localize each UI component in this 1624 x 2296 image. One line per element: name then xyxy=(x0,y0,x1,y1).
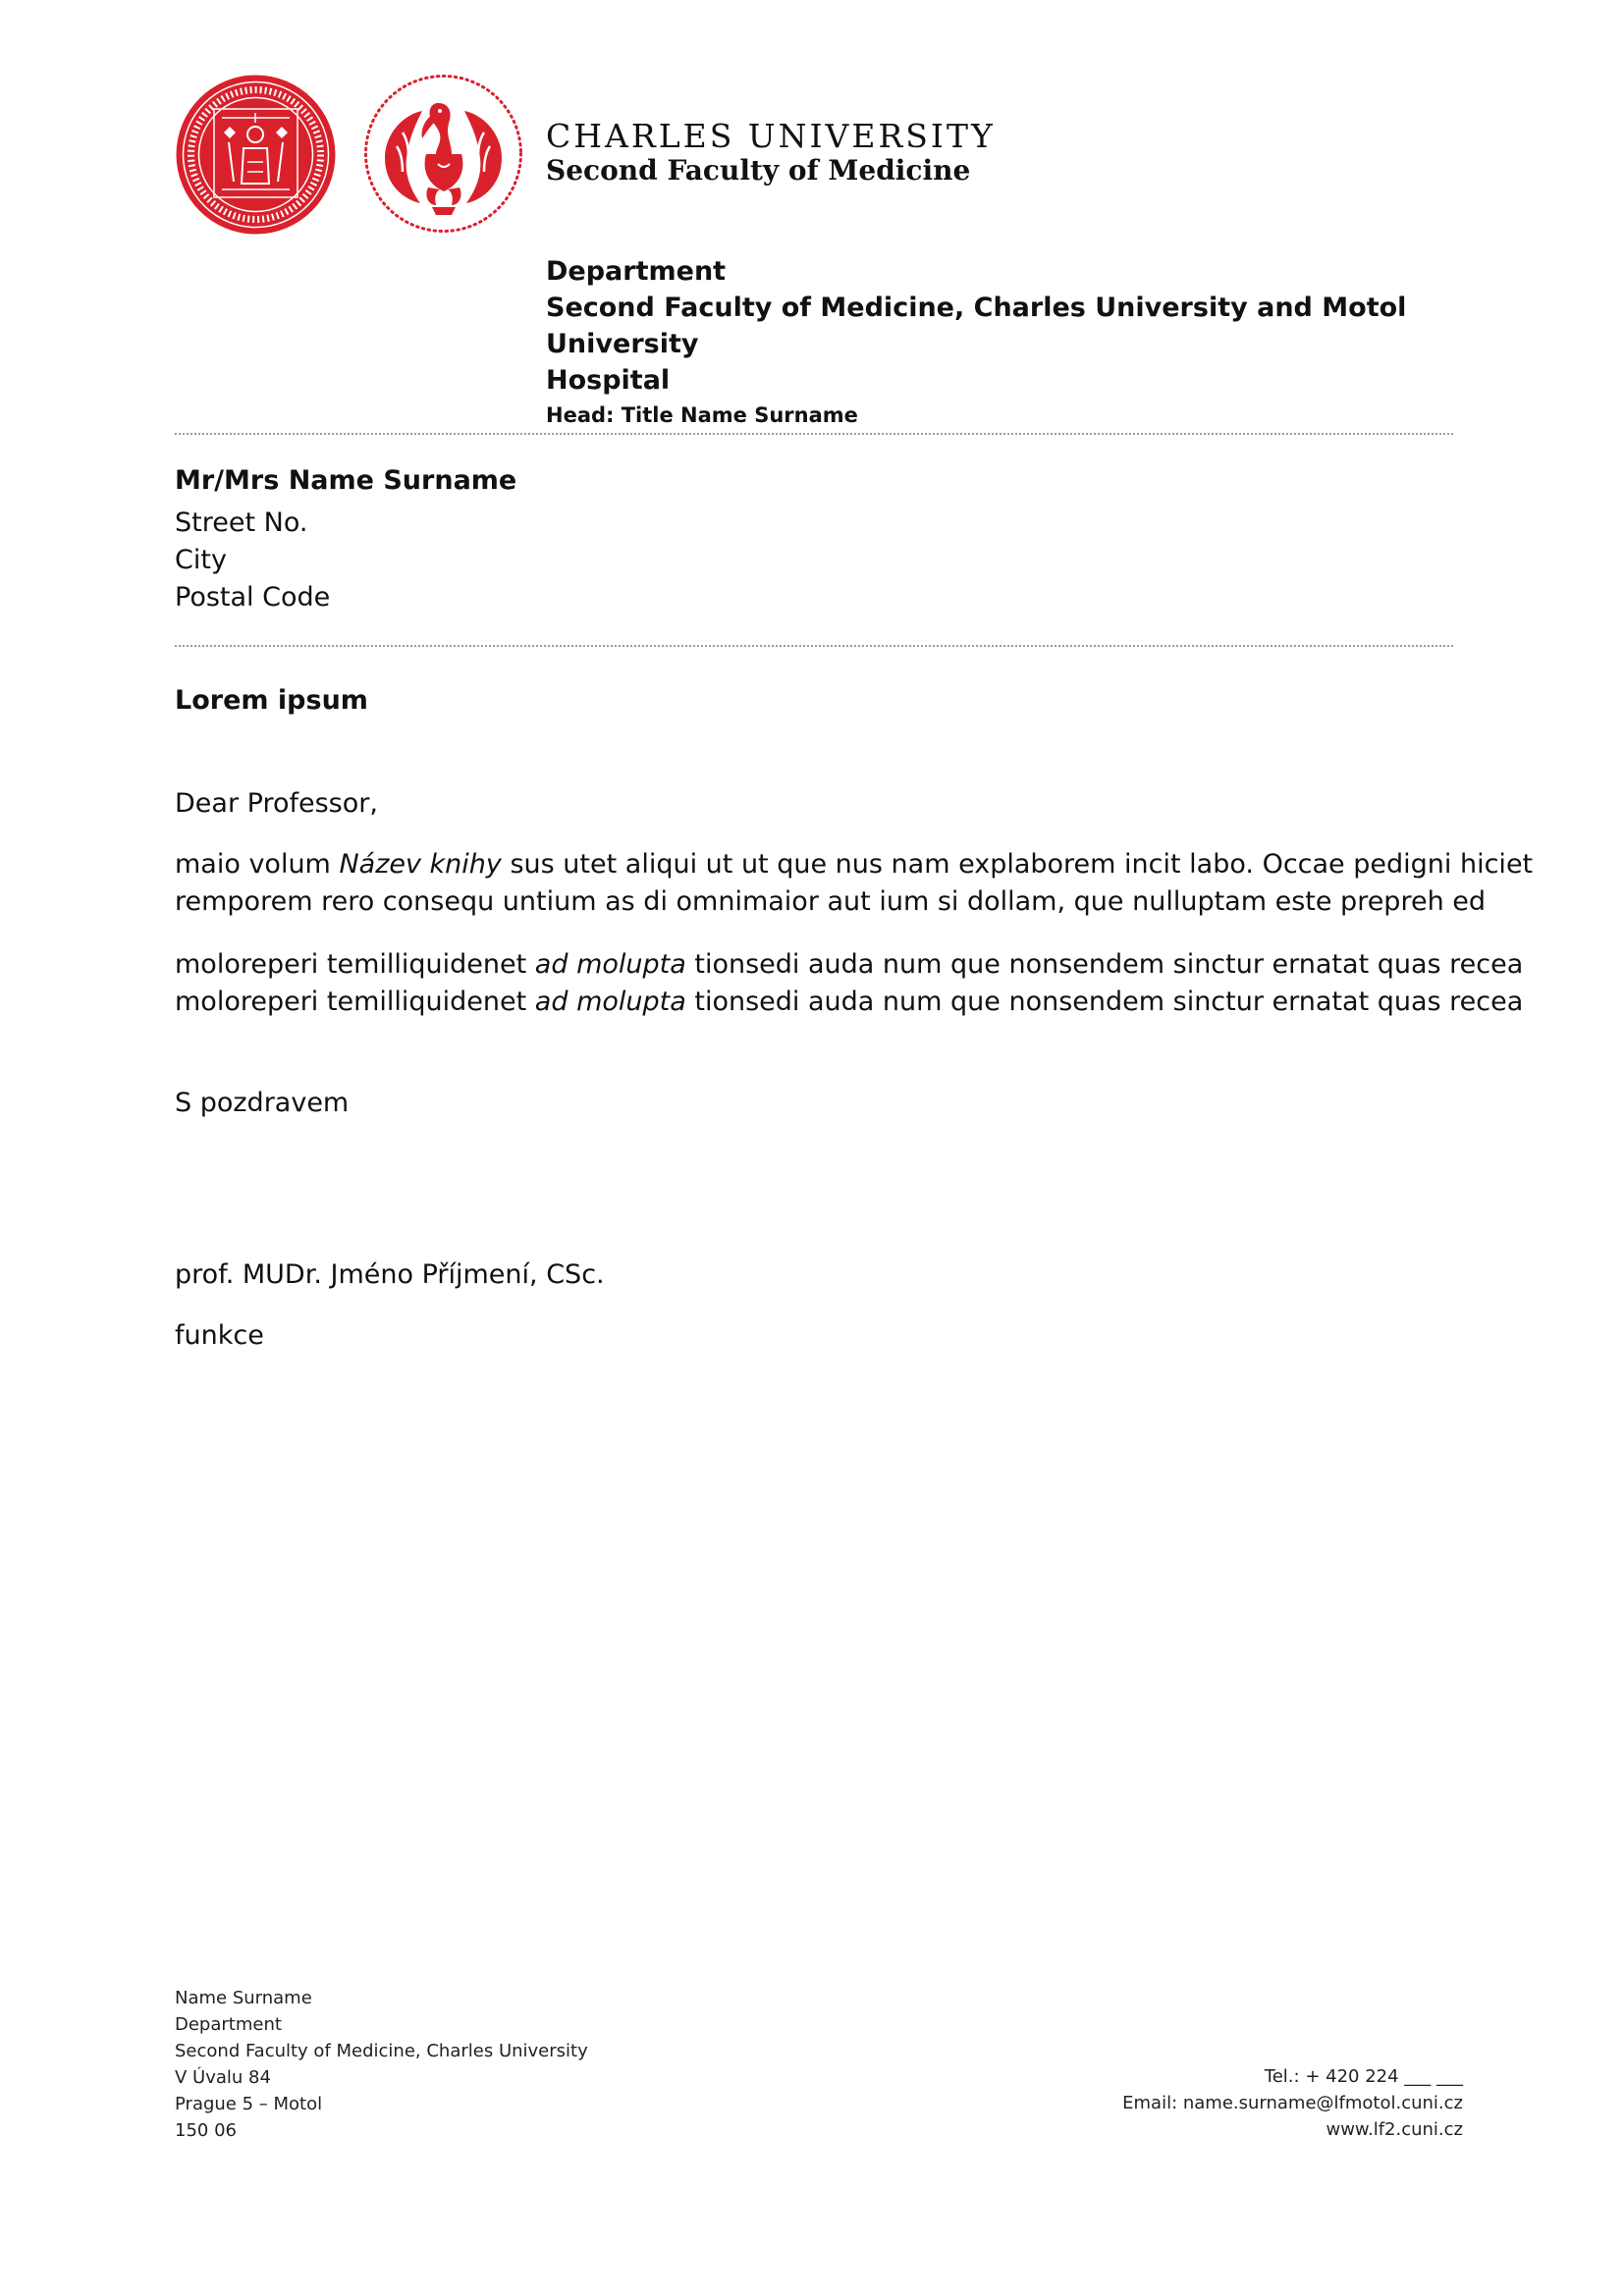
footer-street: V Úvalu 84 xyxy=(175,2067,271,2088)
department-block xyxy=(546,253,1469,432)
university-seal-icon xyxy=(175,74,337,236)
footer-email: Email: name.surname@lfmotol.cuni.cz xyxy=(1122,2093,1463,2113)
footer-city: Prague 5 – Motol xyxy=(175,2094,323,2114)
footer-name: Name Surname xyxy=(175,1988,312,2008)
university-name: CHARLES UNIVERSITY xyxy=(546,117,996,155)
dotted-separator-top xyxy=(175,433,1453,435)
footer-postal: 150 06 xyxy=(175,2120,237,2141)
signatory-name: prof. MUDr. Jméno Příjmení, CSc. xyxy=(175,1259,605,1290)
paragraph-1-line-1: maio volum Název knihy sus utet aliqui ut ut que nus nam explaborem incit labo. Occae pedigni hiciet xyxy=(175,849,1534,880)
footer-tel: Tel.: + 420 224 ___ ___ xyxy=(1264,2066,1463,2087)
recipient-city: City xyxy=(175,545,227,575)
recipient-postal-code: Postal Code xyxy=(175,582,331,613)
dotted-separator-bottom xyxy=(175,645,1453,647)
paragraph-2-line-1: moloreperi temilliquidenet ad molupta tionsedi auda num que nonsendem sinctur ernatat quas recea xyxy=(175,949,1524,980)
paragraph-2-line-2: moloreperi temilliquidenet ad molupta tionsedi auda num que nonsendem sinctur ernatat quas recea xyxy=(175,987,1524,1017)
pelican-logo-icon xyxy=(363,74,523,234)
department-full-name-line1: Second Faculty of Medicine, Charles University and Motol University xyxy=(546,293,1407,359)
department-title: Department xyxy=(546,256,727,287)
recipient-address xyxy=(175,461,516,616)
footer-faculty: Second Faculty of Medicine, Charles University xyxy=(175,2041,588,2061)
footer-department: Department xyxy=(175,2014,282,2035)
letter-salutation: Dear Professor, xyxy=(175,788,378,819)
recipient-name: Mr/Mrs Name Surname xyxy=(175,465,517,496)
department-head: Head: Title Name Surname xyxy=(546,403,858,427)
faculty-name: Second Faculty of Medicine xyxy=(546,154,971,187)
footer-web: www.lf2.cuni.cz xyxy=(1326,2119,1463,2140)
footer-contact xyxy=(1122,2063,1463,2143)
letter-paragraph-2 xyxy=(175,946,1523,1021)
letter-closing: S pozdravem xyxy=(175,1088,350,1118)
signatory-role: funkce xyxy=(175,1320,264,1351)
letter-subject: Lorem ipsum xyxy=(175,685,368,716)
letter-paragraph-1 xyxy=(175,846,1533,921)
paragraph-1-line-2: remporem rero consequ untium as di omnimaior aut ium si dollam, que nulluptam este prepreh ed xyxy=(175,886,1487,917)
department-full-name-line2: Hospital xyxy=(546,365,671,396)
footer-sender-address xyxy=(175,1985,588,2144)
recipient-street: Street No. xyxy=(175,507,308,538)
